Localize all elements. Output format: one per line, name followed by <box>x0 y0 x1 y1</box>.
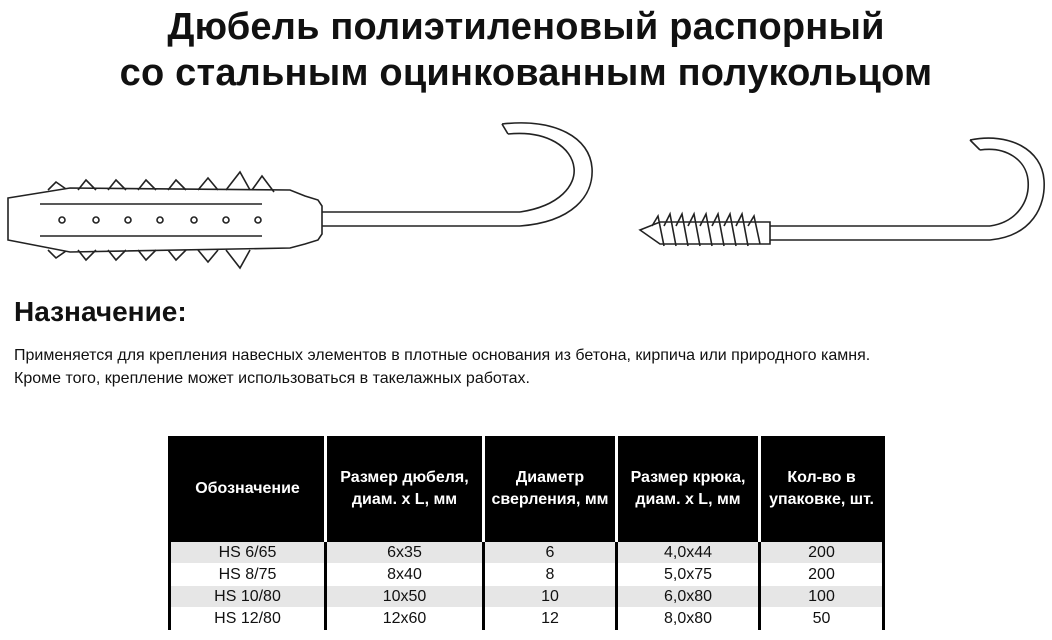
table-cell: 100 <box>760 586 884 608</box>
table-header-row <box>170 436 884 542</box>
table-cell: 6 <box>484 542 617 564</box>
title-line-2: со стальным оцинкованным полукольцом <box>119 52 933 94</box>
section-heading: Назначение: <box>14 296 187 327</box>
screw-hook-drawing <box>640 138 1044 246</box>
table-row <box>170 542 884 564</box>
spec-table <box>168 436 885 630</box>
column-header: Размер крюка, диам. x L, мм <box>617 436 760 542</box>
table-cell: HS 8/75 <box>170 564 326 586</box>
table-cell: 8,0x80 <box>617 608 760 630</box>
column-header: Обозначение <box>170 436 326 542</box>
table-cell: 200 <box>760 564 884 586</box>
column-header: Кол-во в упаковке, шт. <box>760 436 884 542</box>
column-header: Размер дюбеля, диам. x L, мм <box>326 436 484 542</box>
table-cell: HS 10/80 <box>170 586 326 608</box>
table-cell: HS 6/65 <box>170 542 326 564</box>
table-row <box>170 586 884 608</box>
table-cell: 8x40 <box>326 564 484 586</box>
table-cell: 5,0x75 <box>617 564 760 586</box>
table-row <box>170 564 884 586</box>
table-cell: 10 <box>484 586 617 608</box>
table-cell: 10x50 <box>326 586 484 608</box>
title-line-1: Дюбель полиэтиленовый распорный <box>167 6 885 48</box>
table-cell: 6x35 <box>326 542 484 564</box>
description-line-2: Кроме того, крепление может использоваться в такелажных работах. <box>14 370 530 387</box>
description-line-1: Применяется для крепления навесных элементов в плотные основания из бетона, кирпича или природного камня. <box>14 347 871 364</box>
table-cell: 8 <box>484 564 617 586</box>
table-cell: 12 <box>484 608 617 630</box>
page-title <box>0 4 1052 96</box>
table-cell: 200 <box>760 542 884 564</box>
table-cell: 50 <box>760 608 884 630</box>
table-cell: 4,0x44 <box>617 542 760 564</box>
column-header: Диаметр сверления, мм <box>484 436 617 542</box>
table-row <box>170 608 884 630</box>
dowel-with-hook-drawing <box>8 123 592 268</box>
table-cell: HS 12/80 <box>170 608 326 630</box>
description <box>14 344 870 390</box>
table-cell: 6,0x80 <box>617 586 760 608</box>
table-cell: 12x60 <box>326 608 484 630</box>
product-illustration <box>0 120 1052 290</box>
